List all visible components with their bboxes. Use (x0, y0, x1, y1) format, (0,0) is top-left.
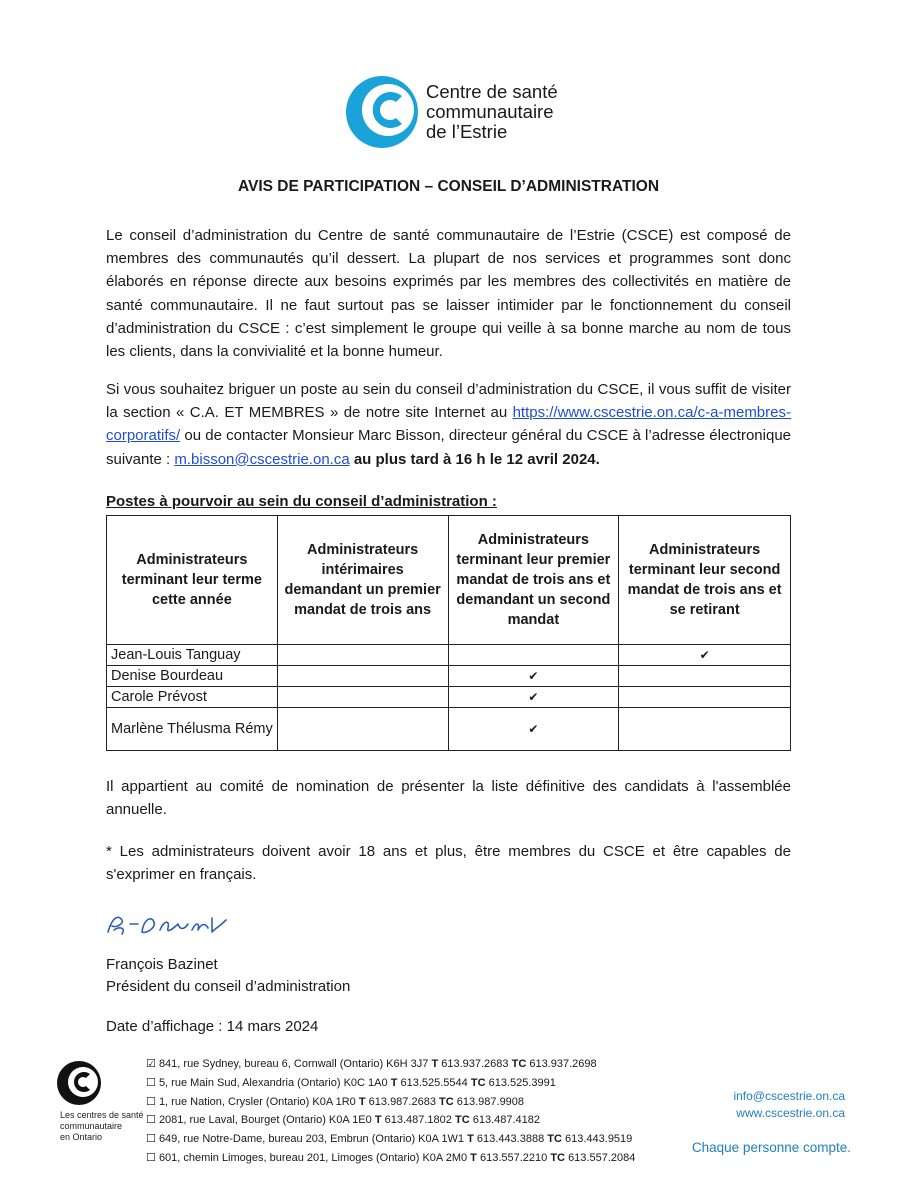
address-item: ☐ 649, rue Notre-Dame, bureau 203, Embrun (Ontario) K0A 1W1 T 613.443.3888 TC 613.443.9519 (146, 1133, 633, 1146)
org-name-line: communautaire (426, 101, 554, 122)
address-item: ☐ 5, rue Main Sud, Alexandria (Ontario) K0C 1A0 T 613.525.5544 TC 613.525.3991 (146, 1076, 556, 1089)
apply-text-b: ou de contacter Monsieur Marc Bisson, directeur général du CSCE à l’adresse électronique suivante : (106, 427, 791, 468)
check-mark-icon: ✔ (448, 687, 619, 708)
check-cell (277, 645, 448, 666)
member-name: Jean-Louis Tanguay (107, 645, 278, 666)
member-name: Carole Prévost (107, 687, 278, 708)
table-caption: Postes à pourvoir au sein du conseil d’administration : (106, 493, 497, 510)
table-header-row (107, 516, 791, 645)
header-ending-term: Administrateurs terminant leur terme cette année (107, 516, 278, 645)
footer-email-link[interactable]: info@cscestrie.on.ca (733, 1089, 845, 1103)
checkbox-icon: ☐ (146, 1151, 156, 1164)
contact-block (733, 1088, 845, 1122)
table-row (107, 687, 791, 708)
email-link[interactable]: m.bisson@cscestrie.on.ca (174, 450, 350, 468)
member-name: Marlène Thélusma Rémy (107, 708, 278, 751)
check-cell (277, 687, 448, 708)
posting-date: Date d’affichage : 14 mars 2024 (106, 1018, 319, 1035)
header-retiring: Administrateurs terminant leur second mandat de trois ans et se retirant (619, 516, 791, 645)
check-mark-icon: ✔ (448, 666, 619, 687)
check-mark-icon: ✔ (448, 708, 619, 751)
org-name-line: de l’Estrie (426, 121, 508, 142)
positions-table (106, 515, 791, 751)
apply-paragraph (106, 378, 791, 471)
checkbox-icon: ☐ (146, 1076, 156, 1089)
signer-role: Président du conseil d’administration (106, 978, 351, 995)
checkbox-icon: ☐ (146, 1095, 156, 1108)
table-row (107, 666, 791, 687)
apply-text-a: Si vous souhaitez briguer un poste au sein du conseil d’administration du CSCE, il vous suffit de visiter la section « C.A. ET MEMBRES » de notre site Internet au (106, 381, 791, 422)
check-cell (277, 666, 448, 687)
slogan: Chaque personne compte. (691, 1140, 851, 1155)
address-item: ☐ 601, chemin Limoges, bureau 201, Limoges (Ontario) K0A 2M0 T 613.557.2210 TC 613.557.2084 (146, 1151, 636, 1164)
table-row (107, 708, 791, 751)
network-name-line: communautaire (60, 1121, 123, 1131)
check-cell (619, 687, 791, 708)
org-name (426, 82, 558, 142)
org-name-line: Centre de santé (426, 81, 558, 102)
intro-paragraph: Le conseil d’administration du Centre de santé communautaire de l’Estrie (CSCE) est composé de membres des communautés qu’il dessert. La plupart de nos services et programmes sont donc élaborés en réponse directe aux besoins exprimés par les membres des collectivités en matière de santé communautaire. Il ne faut surtout pas se laisser intimider par le fonctionnement du conseil d’administration du CSCE : c’est simplement le groupe qui veille à sa bonne marche au nom de tous les clients, dans la convivialité et la bonne humeur. (106, 227, 791, 361)
signer-name: François Bazinet (106, 956, 218, 973)
membership-link[interactable]: https://www.cscestrie.on.ca/c-a-membres-corporatifs/ (106, 404, 791, 445)
check-cell (277, 708, 448, 751)
check-cell (619, 708, 791, 751)
check-cell (448, 645, 619, 666)
check-cell (619, 666, 791, 687)
network-name (60, 1110, 144, 1143)
nomination-note: Il appartient au comité de nomination de présenter la liste définitive des candidats à l'assemblée annuelle. (106, 778, 791, 819)
deadline-text: au plus tard à 16 h le 12 avril 2024. (349, 450, 600, 468)
signer-block (106, 954, 350, 998)
address-item: ☐ 1, rue Nation, Crysler (Ontario) K0A 1R0 T 613.987.2683 TC 613.987.9908 (146, 1095, 525, 1108)
checkbox-icon: ☐ (146, 1114, 156, 1127)
checkbox-icon: ☐ (146, 1133, 156, 1146)
address-item: ☑ 841, rue Sydney, bureau 6, Cornwall (Ontario) K6H 3J7 T 613.937.2683 TC 613.937.2698 (146, 1058, 597, 1070)
address-item: ☐ 2081, rue Laval, Bourget (Ontario) K0A 1E0 T 613.487.1802 TC 613.487.4182 (146, 1114, 540, 1127)
handwritten-signature (104, 906, 234, 942)
network-logo (56, 1060, 102, 1106)
address-list (146, 1055, 635, 1168)
network-name-line: en Ontario (60, 1132, 103, 1142)
eligibility-note: * Les administrateurs doivent avoir 18 ans et plus, être membres du CSCE et être capables de s'exprimer en français. (106, 843, 791, 884)
header-second-term: Administrateurs terminant leur premier mandat de trois ans et demandant un second mandat (448, 516, 619, 645)
network-name-line: Les centres de santé (60, 1110, 144, 1120)
check-mark-icon: ✔ (619, 645, 791, 666)
header-interim-first-term: Administrateurs intérimaires demandant un premier mandat de trois ans (277, 516, 448, 645)
footer-website-link[interactable]: www.cscestrie.on.ca (736, 1106, 845, 1120)
member-name: Denise Bourdeau (107, 666, 278, 687)
table-row (107, 645, 791, 666)
checkbox-icon: ☑ (146, 1058, 156, 1070)
page-title: AVIS DE PARTICIPATION – CONSEIL D’ADMINISTRATION (237, 178, 660, 195)
